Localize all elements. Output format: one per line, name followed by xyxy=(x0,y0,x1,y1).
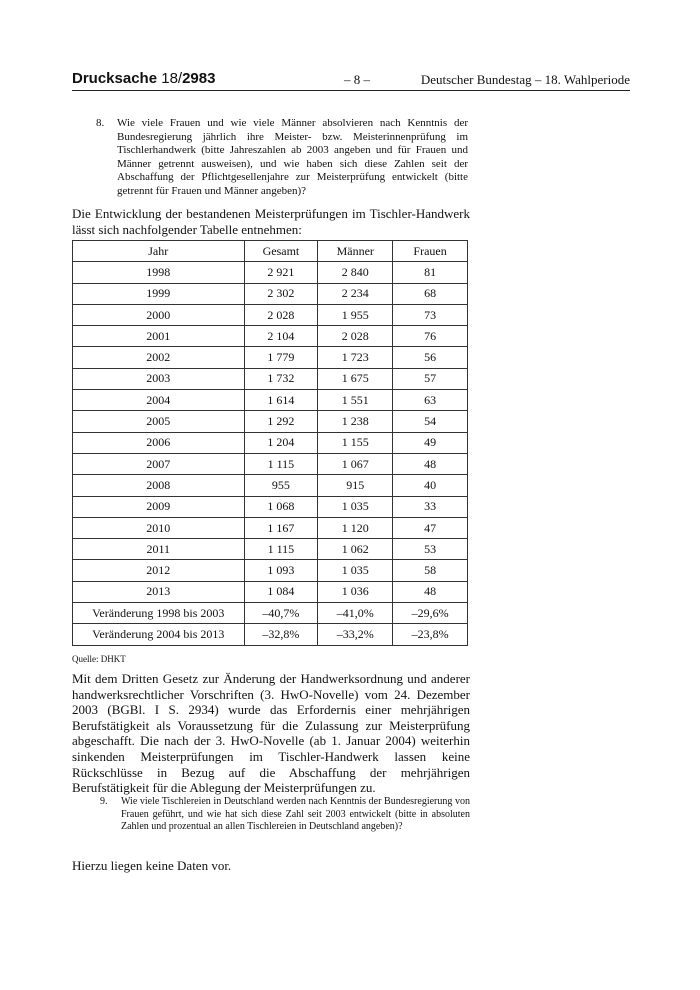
table-cell: 2010 xyxy=(73,517,245,538)
table-source: Quelle: DHKT xyxy=(72,654,126,664)
data-table xyxy=(72,240,468,646)
table-cell: 1 035 xyxy=(318,560,393,581)
table-cell: 76 xyxy=(393,326,468,347)
table-cell: 2002 xyxy=(73,347,245,368)
table-row xyxy=(73,390,468,411)
table-cell: 48 xyxy=(393,581,468,602)
table-header-row xyxy=(73,241,468,262)
table-row xyxy=(73,475,468,496)
table-cell: –40,7% xyxy=(244,603,318,624)
table-cell: 1 093 xyxy=(244,560,318,581)
table-cell: 1 675 xyxy=(318,368,393,389)
table-cell: 915 xyxy=(318,475,393,496)
table-row xyxy=(73,262,468,283)
table-cell: 47 xyxy=(393,517,468,538)
document-number xyxy=(72,70,215,87)
table-cell: 2001 xyxy=(73,326,245,347)
table-cell: 1 036 xyxy=(318,581,393,602)
parliament-label: Deutscher Bundestag – 18. Wahlperiode xyxy=(420,72,630,87)
table-cell: 68 xyxy=(393,283,468,304)
table-row xyxy=(73,560,468,581)
body-paragraph: Mit dem Dritten Gesetz zur Änderung der Handwerksordnung und anderer handwerksrechtlicher Vorschriften (3. HwO-Novelle) vom 24. Dezember 2003 (BGBl. I S. 2934) wurde das Erfordernis einer mehrjährigen Berufstätigkeit als Voraussetzung für die Zulassung zur Meisterprüfung abgeschafft. Die nach der 3. HwO-Novelle (ab 1. Januar 2004) weiterhin sinkenden Meisterprüfungen im Tischler-Handwerk lassen keine Rückschlüsse in Bezug auf die Abschaffung der mehrjährigen Berufstätigkeit für die Ablegung der Meisterprüfungen zu. xyxy=(72,671,470,796)
table-cell: 1 084 xyxy=(244,581,318,602)
table-cell: 56 xyxy=(393,347,468,368)
table-cell: 1 238 xyxy=(318,411,393,432)
table-cell: Veränderung 1998 bis 2003 xyxy=(73,603,245,624)
table-cell: 58 xyxy=(393,560,468,581)
table-cell: 1 551 xyxy=(318,390,393,411)
table-cell: 1 035 xyxy=(318,496,393,517)
table-cell: 2 921 xyxy=(244,262,318,283)
table-row xyxy=(73,326,468,347)
table-cell: 48 xyxy=(393,453,468,474)
table-cell: 1 115 xyxy=(244,453,318,474)
table-cell: 1 723 xyxy=(318,347,393,368)
table-cell: 1 204 xyxy=(244,432,318,453)
table-cell: –32,8% xyxy=(244,624,318,645)
table-cell: 63 xyxy=(393,390,468,411)
table-cell: 49 xyxy=(393,432,468,453)
table-cell: 1999 xyxy=(73,283,245,304)
table-cell: 2 302 xyxy=(244,283,318,304)
header-cell: Männer xyxy=(318,241,393,262)
table-cell: 1998 xyxy=(73,262,245,283)
table-cell: 73 xyxy=(393,304,468,325)
table-cell: 2 028 xyxy=(318,326,393,347)
table-cell: 53 xyxy=(393,539,468,560)
header-rule xyxy=(72,90,630,91)
table-cell: 1 115 xyxy=(244,539,318,560)
table-cell: 2000 xyxy=(73,304,245,325)
question-number: 9. xyxy=(100,796,108,807)
table-cell: 1 955 xyxy=(318,304,393,325)
table-cell: 2 234 xyxy=(318,283,393,304)
table-cell: 1 068 xyxy=(244,496,318,517)
table-cell: 2013 xyxy=(73,581,245,602)
table-cell: 1 167 xyxy=(244,517,318,538)
table-cell: 2 028 xyxy=(244,304,318,325)
table-cell: –23,8% xyxy=(393,624,468,645)
table-row xyxy=(73,347,468,368)
intro-paragraph: Die Entwicklung der bestandenen Meisterprüfungen im Tischler-Handwerk lässt sich nachfolgender Tabelle entnehmen: xyxy=(72,206,470,237)
table-cell: 2011 xyxy=(73,539,245,560)
table-cell: 2012 xyxy=(73,560,245,581)
table-row xyxy=(73,581,468,602)
table-cell: 57 xyxy=(393,368,468,389)
table-cell: 2 840 xyxy=(318,262,393,283)
table-cell: 1 614 xyxy=(244,390,318,411)
table-cell: 2 104 xyxy=(244,326,318,347)
header-cell: Jahr xyxy=(73,241,245,262)
table-row xyxy=(73,603,468,624)
header-cell: Frauen xyxy=(393,241,468,262)
table-row xyxy=(73,432,468,453)
table-row xyxy=(73,283,468,304)
table-cell: 2003 xyxy=(73,368,245,389)
page-header xyxy=(72,70,630,92)
table-cell: 2004 xyxy=(73,390,245,411)
table-cell: 81 xyxy=(393,262,468,283)
table-cell: 2008 xyxy=(73,475,245,496)
table-cell: 1 067 xyxy=(318,453,393,474)
header-cell: Gesamt xyxy=(244,241,318,262)
table-cell: 33 xyxy=(393,496,468,517)
doc-period: 18/ xyxy=(161,70,183,87)
doc-label: Drucksache xyxy=(72,70,158,87)
table-cell: 2006 xyxy=(73,432,245,453)
table-row xyxy=(73,496,468,517)
table-row xyxy=(73,368,468,389)
question-8 xyxy=(96,117,468,199)
answer-9: Hierzu liegen keine Daten vor. xyxy=(72,858,232,873)
table-row xyxy=(73,411,468,432)
table-row xyxy=(73,517,468,538)
question-number: 8. xyxy=(96,117,105,129)
table-cell: 1 155 xyxy=(318,432,393,453)
page-number: – 8 – xyxy=(344,72,370,87)
table-cell: 1 779 xyxy=(244,347,318,368)
table-cell: 1 062 xyxy=(318,539,393,560)
table-cell: 1 732 xyxy=(244,368,318,389)
table-cell: 1 120 xyxy=(318,517,393,538)
table-cell: 2007 xyxy=(73,453,245,474)
question-9 xyxy=(100,796,470,834)
table-row xyxy=(73,539,468,560)
table-row xyxy=(73,624,468,645)
table-row xyxy=(73,304,468,325)
table-cell: 2009 xyxy=(73,496,245,517)
doc-num: 2983 xyxy=(182,70,216,87)
table-cell: –29,6% xyxy=(393,603,468,624)
table-cell: 1 292 xyxy=(244,411,318,432)
table-cell: –41,0% xyxy=(318,603,393,624)
table-cell: Veränderung 2004 bis 2013 xyxy=(73,624,245,645)
table-cell: 2005 xyxy=(73,411,245,432)
table-cell: 955 xyxy=(244,475,318,496)
table-row xyxy=(73,453,468,474)
table-cell: 40 xyxy=(393,475,468,496)
question-text: Wie viele Tischlereien in Deutschland werden nach Kenntnis der Bundesregierung von Frauen geführt, und wie hat sich diese Zahl seit 2003 entwickelt (bitte in absoluten Zahlen und prozentual an allen Tischlereien in Deutschland angeben)? xyxy=(121,796,470,833)
question-text: Wie viele Frauen und wie viele Männer absolvieren nach Kenntnis der Bundesregierung jährlich ihre Meister- bzw. Meisterinnenprüfung im Tischlerhandwerk (bitte Jahreszahlen ab 2003 angeben und für Frauen und Männer getrennt ausweisen), und wie haben sich diese Zahlen seit der Abschaffung der Pflichtgesellenjahre zur Meisterprüfung entwickelt (bitte getrennt für Frauen und Männer angeben)? xyxy=(117,117,468,197)
table-cell: –33,2% xyxy=(318,624,393,645)
table-cell: 54 xyxy=(393,411,468,432)
